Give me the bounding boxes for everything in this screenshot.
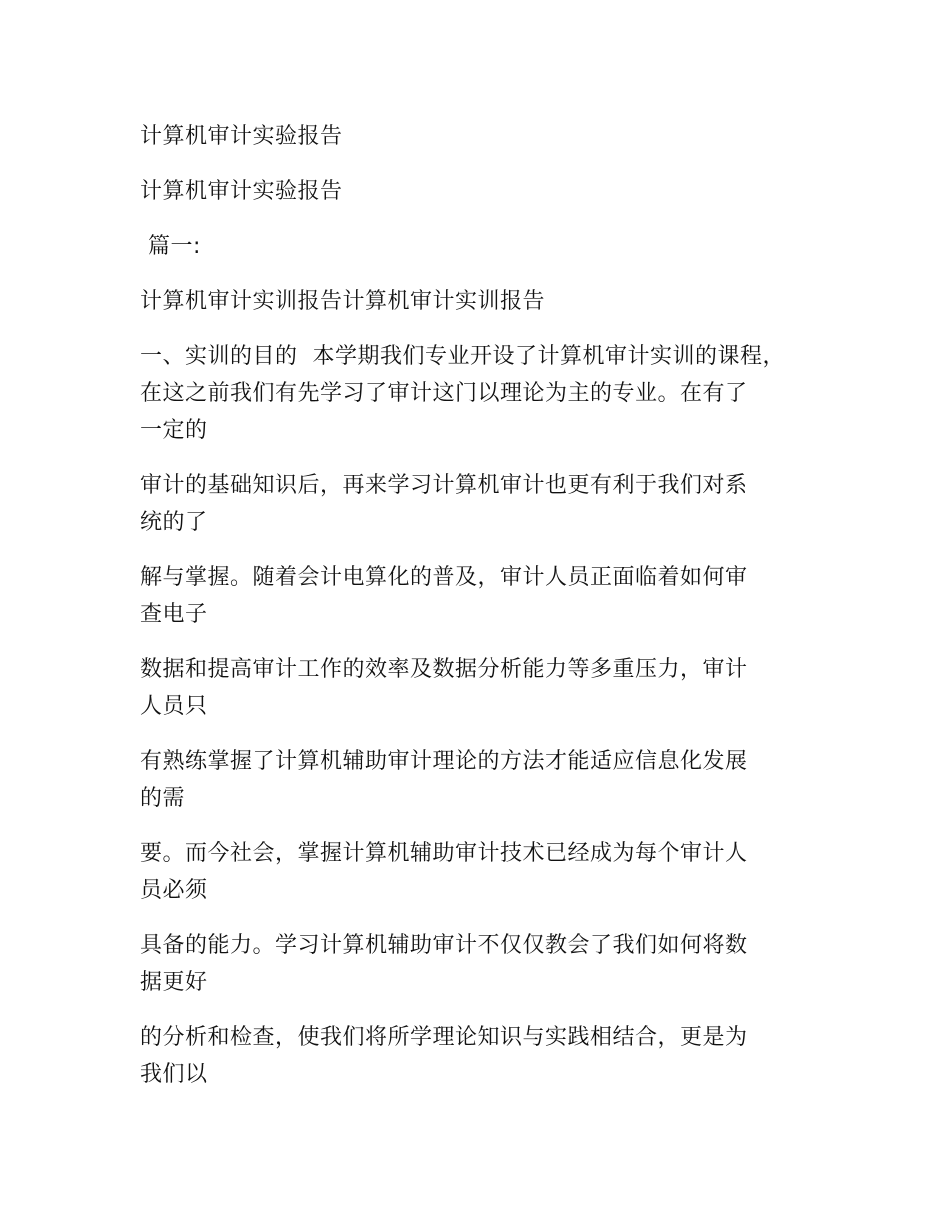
section-label: 篇一: [148,234,201,259]
document-title: 计算机审计实验报告 [140,124,343,149]
body-paragraph: 数据和提高审计工作的效率及数据分析能力等多重压力，审计 人员只 [140,657,748,719]
body-paragraph: 具备的能力。学习计算机辅助审计不仅仅教会了我们如何将数 据更好 [140,933,748,995]
document-title-repeat: 计算机审计实验报告 [140,179,343,204]
body-paragraph: 一、实训的目的 本学期我们专业开设了计算机审计实训的课程， 在这之前我们有先学习了审计这门以理论为主的专业。在有了 一定的 [140,344,785,443]
document-body [140,118,840,1093]
body-paragraph: 审计的基础知识后，再来学习计算机审计也更有利于我们对系 统的了 [140,473,748,535]
body-paragraph: 的分析和检查，使我们将所学理论知识与实践相结合，更是为 我们以 [140,1025,748,1087]
body-paragraph: 要。而今社会，掌握计算机辅助审计技术已经成为每个审计人 员必须 [140,841,748,903]
body-paragraph: 解与掌握。随着会计电算化的普及，审计人员正面临着如何审 查电子 [140,565,748,627]
body-paragraph: 有熟练掌握了计算机辅助审计理论的方法才能适应信息化发展 的需 [140,749,748,811]
section-subtitle: 计算机审计实训报告计算机审计实训报告 [140,289,546,314]
